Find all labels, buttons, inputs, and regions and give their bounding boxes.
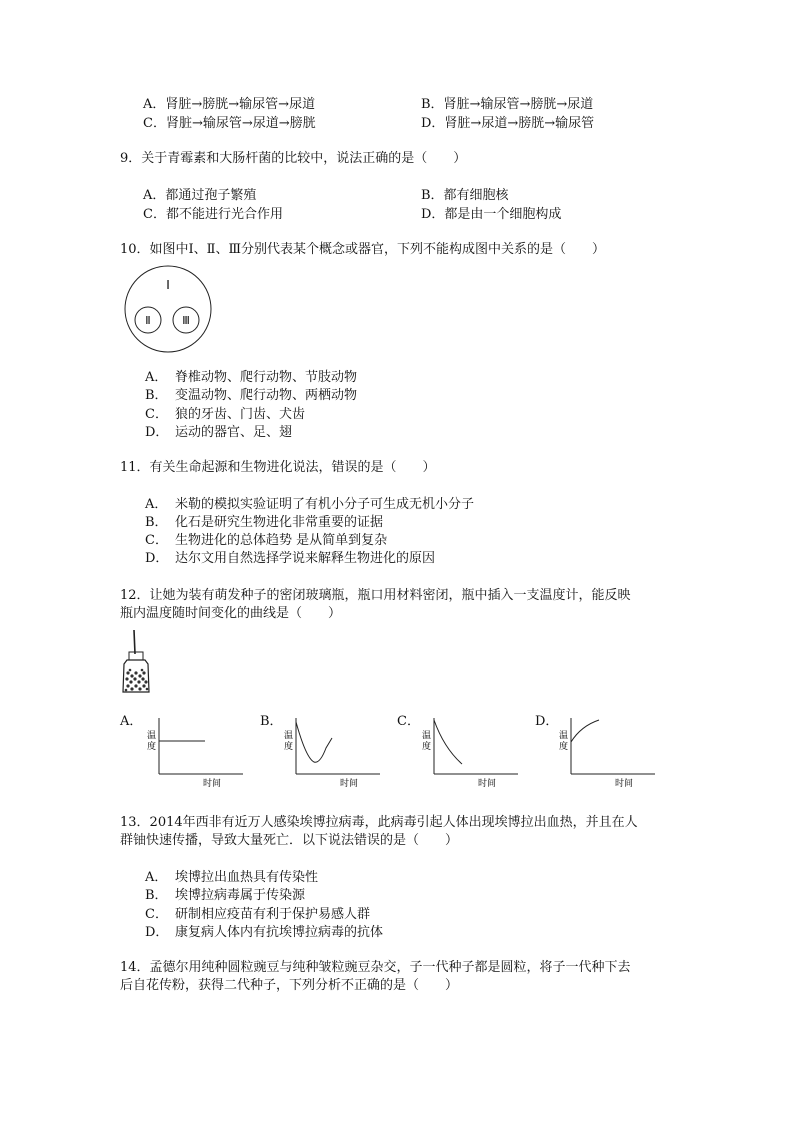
q10-stem: 10．如图中Ⅰ、Ⅱ、Ⅲ分别代表某个概念或器官，下列不能构成图中关系的是（ ） — [120, 242, 606, 257]
q8-option-a: A．肾脏→膀胱→输尿管→尿道 — [143, 97, 316, 112]
q12-option-c-label: C． — [397, 714, 420, 729]
q12-graph-c — [418, 712, 538, 790]
q9-option-d: D．都是由一个细胞构成 — [421, 207, 562, 222]
q12-option-b-label: B． — [260, 714, 283, 729]
svg-text:温: 温 — [284, 731, 294, 741]
q9-option-b: B．都有细胞核 — [421, 188, 509, 203]
q13-stem-line2: 群铀快速传播，导致大量死亡．以下说法错误的是（ ） — [120, 833, 459, 848]
q12-stem-line2: 瓶内温度随时间变化的曲线是（ ） — [120, 606, 342, 621]
q8-option-c: C．肾脏→输尿管→尿道→膀胱 — [143, 116, 316, 131]
svg-text:度: 度 — [284, 742, 294, 752]
curve-c-decline — [434, 720, 462, 764]
sealed-bottle-thermometer-icon — [120, 628, 156, 694]
q10-option-a: A． 脊椎动物、爬行动物、节肢动物 — [145, 370, 358, 385]
q11-stem: 11．有关生命起源和生物进化说法，错误的是（ ） — [120, 460, 436, 475]
label-right: Ⅲ — [182, 314, 190, 327]
svg-text:温: 温 — [422, 731, 432, 741]
label-left: Ⅱ — [145, 314, 151, 327]
q9-stem: 9．关于青霉素和大肠杆菌的比较中，说法正确的是（ ） — [120, 151, 467, 166]
svg-text:温: 温 — [147, 731, 157, 741]
svg-text:时间: 时间 — [340, 779, 359, 789]
q13-option-d: D． 康复病人体内有抗埃博拉病毒的抗体 — [145, 925, 384, 940]
q12-stem-line1: 12．让她为装有萌发种子的密闭玻璃瓶，瓶口用材料密闭，瓶中插入一支温度计，能反映 — [120, 588, 631, 603]
q9-option-c: C．都不能进行光合作用 — [143, 207, 283, 222]
curve-d-rise — [571, 720, 599, 742]
q9-option-a: A．都通过孢子繁殖 — [143, 188, 257, 203]
q13-option-a: A． 埃博拉出血热具有传染性 — [145, 870, 319, 885]
q10-option-b: B． 变温动物、爬行动物、两栖动物 — [145, 388, 358, 403]
svg-text:时间: 时间 — [615, 779, 634, 789]
q14-stem-line1: 14．孟德尔用纯种圆粒豌豆与纯种皱粒豌豆杂交，子一代种子都是圆粒，将子一代种下去 — [120, 960, 631, 975]
q12-graph-d — [555, 712, 675, 790]
q11-option-b: B． 化石是研究生物进化非常重要的证据 — [145, 515, 384, 530]
q13-option-c: C． 研制相应疫苗有利于保护易感人群 — [145, 907, 371, 922]
q13-option-b: B． 埃博拉病毒属于传染源 — [145, 888, 306, 903]
svg-text:温: 温 — [559, 731, 569, 741]
svg-text:度: 度 — [559, 742, 569, 752]
q12-option-a-label: A． — [120, 714, 143, 729]
label-outer: Ⅰ — [166, 278, 170, 292]
q12-graph-b — [280, 712, 400, 790]
svg-text:度: 度 — [147, 742, 157, 752]
q12-graph-a — [143, 712, 263, 790]
q12-option-d-label: D． — [535, 714, 559, 729]
q11-option-a: A． 米勒的模拟实验证明了有机小分子可生成无机小分子 — [145, 497, 475, 512]
q10-option-c: C． 狼的牙齿、门齿、犬齿 — [145, 407, 306, 422]
q11-option-d: D． 达尔文用自然选择学说来解释生物进化的原因 — [145, 551, 436, 566]
q10-option-d: D． 运动的器官、足、翅 — [145, 425, 293, 440]
q11-option-c: C． 生物进化的总体趋势 是从简单到复杂 — [145, 533, 388, 548]
svg-text:时间: 时间 — [203, 779, 222, 789]
q13-stem-line1: 13．2014年西非有近万人感染埃博拉病毒，此病毒引起人体出现埃博拉出血热，并且在人 — [120, 815, 638, 830]
q8-option-b: B．肾脏→输尿管→膀胱→尿道 — [421, 97, 594, 112]
q14-stem-line2: 后自花传粉，获得二代种子，下列分析不正确的是（ ） — [120, 978, 459, 993]
svg-text:时间: 时间 — [478, 779, 497, 789]
q10-venn-diagram — [120, 265, 216, 355]
curve-b-dip — [296, 722, 332, 762]
q8-option-d: D．肾脏→尿道→膀胱→输尿管 — [421, 116, 595, 131]
svg-text:度: 度 — [422, 742, 432, 752]
